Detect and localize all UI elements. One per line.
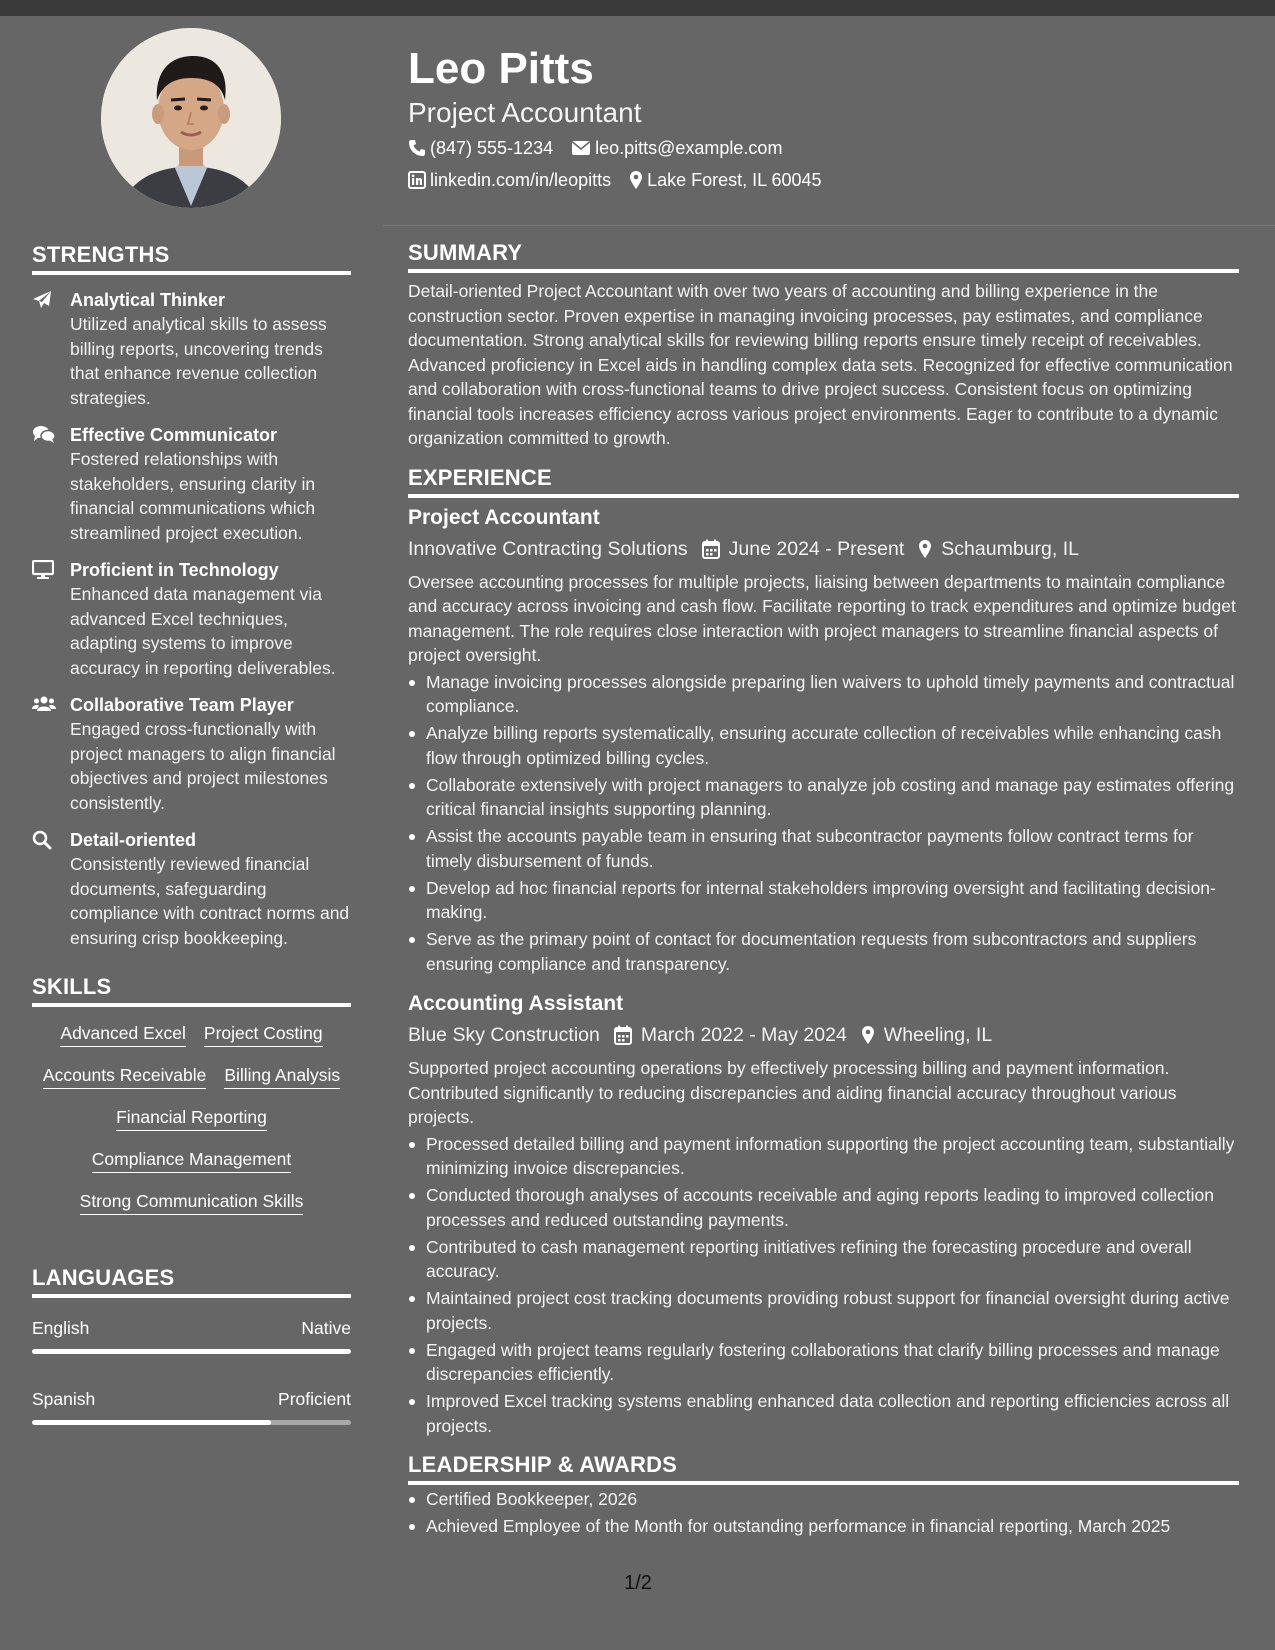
contact-row xyxy=(408,134,1238,162)
strength-description: Consistently reviewed financial documents, safeguarding compliance with contract norms and ensuring crisp bookkeeping. xyxy=(70,854,350,948)
language-name: English xyxy=(32,1318,90,1338)
summary-heading: SUMMARY xyxy=(408,240,1239,273)
top-bar xyxy=(0,0,1275,16)
language-proficiency-fill xyxy=(32,1349,351,1354)
list-item: Develop ad hoc financial reports for internal stakeholders improving oversight and facilitating decision-making. xyxy=(408,876,1239,925)
strength-item xyxy=(32,693,351,815)
contact-location xyxy=(629,166,821,194)
strength-title: Effective Communicator xyxy=(70,425,278,445)
list-item: Analyze billing reports systematically, ensuring accurate collection of receivables while enhancing cash flow through optimized billing cycles. xyxy=(408,721,1239,770)
main-content xyxy=(408,240,1239,1541)
contact-email xyxy=(571,134,782,162)
phone-icon xyxy=(408,139,426,157)
job-entry xyxy=(408,504,1239,977)
job-title: Project Accountant xyxy=(408,505,600,529)
users-icon xyxy=(32,695,56,713)
list-item: Engaged with project teams regularly fostering collaborations that clarify billing processes and manage discrepancies efficiently. xyxy=(408,1338,1239,1387)
experience-heading: EXPERIENCE xyxy=(408,465,1239,498)
paper-plane-icon xyxy=(32,290,52,310)
strength-title: Collaborative Team Player xyxy=(70,695,294,715)
list-item: Maintained project cost tracking documents providing robust support for financial oversight during active projects. xyxy=(408,1286,1239,1335)
page-number: 1/2 xyxy=(624,1572,652,1594)
job-company xyxy=(408,534,688,564)
language-item xyxy=(32,1387,351,1425)
job-bullets xyxy=(408,670,1239,977)
linkedin-text: linkedin.com/in/leopitts xyxy=(430,170,612,190)
email-text: leo.pitts@example.com xyxy=(595,138,783,158)
list-item: Achieved Employee of the Month for outstanding performance in financial reporting, March 2025 xyxy=(408,1514,1239,1539)
company-name: Blue Sky Construction xyxy=(408,1024,600,1046)
awards-heading: LEADERSHIP & AWARDS xyxy=(408,1452,1239,1485)
strength-item xyxy=(32,423,351,545)
list-item: Conducted thorough analyses of accounts receivable and aging reports leading to improved collection processes and reduced outstanding payments. xyxy=(408,1183,1239,1232)
job-location-text: Schaumburg, IL xyxy=(941,537,1079,560)
job-dates-text: March 2022 - May 2024 xyxy=(640,1024,847,1046)
skill-tag: Compliance Management xyxy=(92,1147,291,1173)
job-description: Supported project accounting operations by effectively processing billing and payment information. Contributed significantly to reducing discrepancies and aiding financial accuracy throughout various projects. xyxy=(408,1058,1177,1127)
strength-description: Fostered relationships with stakeholders, ensuring clarity in financial communications which streamlined project execution. xyxy=(70,449,316,543)
skill-tag: Project Costing xyxy=(204,1021,323,1047)
language-level: Native xyxy=(301,1318,351,1338)
header-divider xyxy=(383,225,1275,226)
job-company xyxy=(408,1020,600,1050)
job-title: Accounting Assistant xyxy=(408,992,624,1015)
search-icon xyxy=(32,830,52,850)
list-item: Improved Excel tracking systems enabling enhanced data collection and reporting efficiencies across all projects. xyxy=(408,1389,1239,1438)
job-meta xyxy=(408,1020,1239,1050)
strength-title: Proficient in Technology xyxy=(70,560,279,580)
job-description: Oversee accounting processes for multiple projects, liaising between departments to maintain compliance and accuracy across invoicing and cash flow. Facilitate reporting to track expenditures and optimize budget management. The role requires close interaction with project managers to streamline financial aspects of project oversight. xyxy=(408,571,1236,665)
job-location-text: Wheeling, IL xyxy=(883,1024,993,1046)
strength-item xyxy=(32,288,351,410)
list-item: Contributed to cash management reporting initiatives refining the forecasting procedure and overall accuracy. xyxy=(408,1235,1239,1284)
skill-tag: Strong Communication Skills xyxy=(80,1189,304,1215)
summary-text: Detail-oriented Project Accountant with over two years of accounting and billing experience in the construction sector. Proven expertise in managing invoicing processes, pay estimates, and compliance documentation. Strong analytical skills for reviewing billing reports ensure timely receipt of receivables. Advanced proficiency in Excel aids in handling complex data sets. Recognized for effective communication and collaboration with cross-functional teams to drive project success. Consistent focus on optimizing financial tools increases efficiency across various project environments. Eager to contribute to a dynamic organization committed to growth. xyxy=(408,281,1233,448)
strength-description: Enhanced data management via advanced Excel techniques, adapting systems to improve accuracy in reporting deliverables. xyxy=(70,584,336,678)
candidate-title: Project Accountant xyxy=(408,97,642,128)
awards-list xyxy=(408,1487,1239,1539)
language-proficiency-fill xyxy=(32,1420,271,1425)
strength-title: Analytical Thinker xyxy=(70,290,226,310)
strength-description: Engaged cross-functionally with project managers to align financial objectives and project milestones consistently. xyxy=(70,719,336,813)
map-marker-icon xyxy=(918,539,932,559)
resume-header xyxy=(408,42,1238,194)
desktop-icon xyxy=(32,560,54,580)
job-meta xyxy=(408,534,1239,564)
language-name: Spanish xyxy=(32,1389,96,1409)
linkedin-icon xyxy=(408,171,426,189)
strength-item xyxy=(32,828,351,950)
avatar xyxy=(101,28,281,208)
job-dates xyxy=(702,534,905,564)
list-item: Processed detailed billing and payment information supporting the project accounting team, substantially minimizing invoice discrepancies. xyxy=(408,1132,1239,1181)
job-bullets xyxy=(408,1132,1239,1439)
list-item: Assist the accounts payable team in ensuring that subcontractor payments follow contract terms for timely disbursement of funds. xyxy=(408,824,1239,873)
skill-tag: Accounts Receivable xyxy=(43,1063,206,1089)
list-item: Manage invoicing processes alongside preparing lien waivers to uphold timely payments and contractual compliance. xyxy=(408,670,1239,719)
calendar-icon xyxy=(702,539,720,559)
languages-heading: LANGUAGES xyxy=(32,1265,351,1298)
language-proficiency-bar xyxy=(32,1420,351,1425)
skills-list xyxy=(32,1021,351,1215)
job-entry xyxy=(408,990,1239,1438)
strengths-heading: STRENGTHS xyxy=(32,242,351,275)
job-dates-text: June 2024 - Present xyxy=(728,537,905,560)
list-item: Serve as the primary point of contact for documentation requests from subcontractors and suppliers ensuring compliance and transparency. xyxy=(408,927,1239,976)
map-marker-icon xyxy=(629,170,643,190)
calendar-icon xyxy=(614,1025,632,1045)
sidebar xyxy=(32,28,351,1425)
job-dates xyxy=(614,1020,847,1050)
strength-item xyxy=(32,558,351,680)
envelope-icon xyxy=(571,140,591,156)
job-location xyxy=(918,534,1079,564)
strength-description: Utilized analytical skills to assess billing reports, uncovering trends that enhance revenue collection strategies. xyxy=(70,314,327,408)
map-marker-icon xyxy=(861,1025,875,1045)
list-item: Certified Bookkeeper, 2026 xyxy=(408,1487,1239,1512)
language-level: Proficient xyxy=(278,1389,351,1409)
contact-row xyxy=(408,166,1238,194)
comments-icon xyxy=(32,425,56,445)
language-item xyxy=(32,1316,351,1354)
contact-phone xyxy=(408,134,553,162)
profile-photo xyxy=(101,28,281,208)
strength-title: Detail-oriented xyxy=(70,830,197,850)
location-text: Lake Forest, IL 60045 xyxy=(647,170,822,190)
candidate-name: Leo Pitts xyxy=(408,44,594,93)
phone-text: (847) 555-1234 xyxy=(430,138,554,158)
company-name: Innovative Contracting Solutions xyxy=(408,537,688,560)
list-item: Collaborate extensively with project managers to analyze job costing and manage pay estimates offering critical financial insights supporting planning. xyxy=(408,773,1239,822)
job-location xyxy=(861,1020,992,1050)
skill-tag: Billing Analysis xyxy=(224,1063,340,1089)
skill-tag: Advanced Excel xyxy=(60,1021,186,1047)
contact-linkedin xyxy=(408,166,611,194)
skill-tag: Financial Reporting xyxy=(116,1105,267,1131)
language-proficiency-bar xyxy=(32,1349,351,1354)
skills-heading: SKILLS xyxy=(32,974,351,1007)
